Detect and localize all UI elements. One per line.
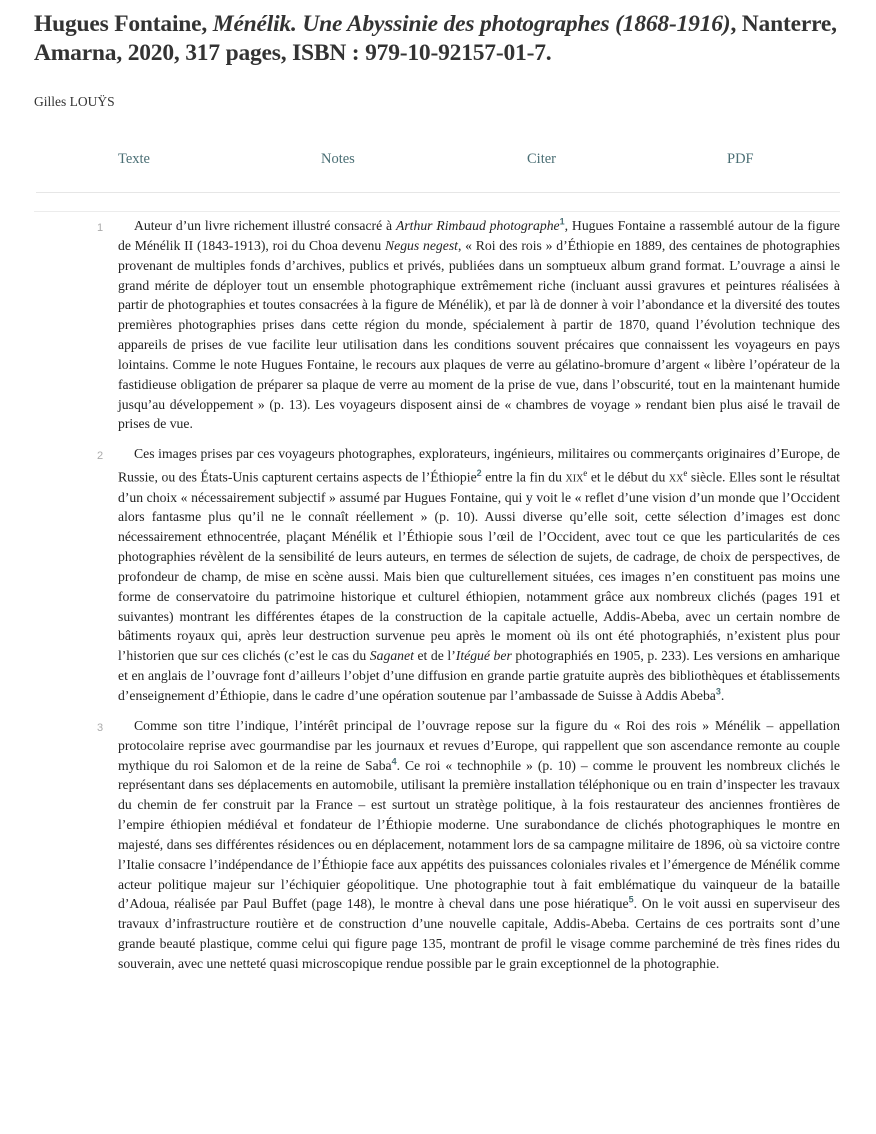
divider bbox=[34, 211, 840, 212]
footnote-ref[interactable]: 3 bbox=[715, 686, 721, 697]
italic-text: Negus negest bbox=[384, 237, 458, 253]
text-run: . On le voit aussi en superviseur des travaux d’infrastructure routière et de construction d’une nouvelle capitale, Addis-Abeba. Certains de ces portraits sont d’une grande beauté plastique, comme celui qui figure page 135, montrant de profil le visage comme parcheminé de très fines rides du souverain, avec une netteté quasi microscopique rendue possible par le grain exceptionnel de la photographie. bbox=[118, 896, 840, 971]
paragraph-text bbox=[118, 216, 840, 434]
small-caps-text: xix bbox=[565, 469, 584, 485]
text-run: Auteur d’un livre richement illustré consacré à bbox=[134, 218, 396, 233]
italic-text: Saganet bbox=[369, 648, 414, 664]
paragraph-text bbox=[118, 716, 840, 974]
text-run: Ces images prises par ces voyageurs photographes, explorateurs, ingénieurs, militaires ou commerçants originaires d’Europe, de Russie, ou des États-Unis capturent certains aspects de l’Éthiopie bbox=[118, 446, 840, 485]
text-run: . bbox=[720, 687, 725, 703]
paragraph-number: 2 bbox=[97, 450, 104, 463]
text-run: Comme son titre l’indique, l’intérêt principal de l’ouvrage repose sur la figure du « Roi des rois » Ménélik – appellation protocolaire reprise avec gourmandise par les journaux et revues d’Europe, qui rappellent que son ascendance remonte au couple mythique du roi Salomon et de la reine de Saba bbox=[118, 717, 840, 773]
paragraph bbox=[36, 444, 840, 706]
article-body bbox=[0, 216, 876, 974]
paragraph bbox=[36, 216, 840, 434]
title-part-1: Hugues Fontaine, bbox=[34, 11, 213, 37]
ordinal-superscript: e bbox=[683, 468, 688, 479]
text-run: et de l’ bbox=[413, 648, 456, 664]
ordinal-superscript: e bbox=[583, 468, 588, 479]
footnote-ref[interactable]: 2 bbox=[476, 468, 482, 479]
tab-texte[interactable]: Texte bbox=[118, 151, 150, 167]
text-run: , Hugues Fontaine a rassemblé autour de la figure de Ménélik II (1843-1913), roi du Choa devenu bbox=[118, 218, 841, 253]
paragraph-number: 1 bbox=[97, 222, 104, 234]
paragraph-text bbox=[118, 444, 840, 706]
footnote-ref[interactable]: 4 bbox=[391, 755, 397, 766]
small-caps-text: xx bbox=[668, 469, 684, 485]
author-name: Gilles LOUŸS bbox=[34, 94, 115, 109]
text-run: photographiés en 1905, p. 233). Les versions en amharique et en anglais de l’ouvrage font d’ailleurs l’objet d’une diffusion en grande partie gratuite auprès des bibliothèques et établissements d’enseignement d’Éthiopie, dans le cadre d’une opération soutenue par l’ambassade de Suisse à Addis Abeba bbox=[118, 648, 840, 703]
italic-text: Itégué ber bbox=[455, 648, 512, 664]
tab-citer[interactable]: Citer bbox=[527, 151, 556, 167]
text-run: siècle. Elles sont le résultat d’un choix « nécessairement subjectif » assumé par Hugues Fontaine, qui y voit le « reflet d’une vision d’un monde que l’Occident alors fantasme plus qu’il ne le connaît réellement » (p. 10). Aussi diverse qu’elle soit, cette sélection d’images est donc nécessairement ethnocentrée, plaçant Ménélik et l’Éthiopie sous l’œil de l’Occident, avec tout ce que les particularités de ces photographies révèlent de la sensibilité de leurs auteurs, en termes de sélection de sujets, de cadrage, de choix de perspectives, de profondeur de champ, de mise en scène aussi. Mais bien que culturellement situées, ces images n’en constituent pas moins une forme de conservatoire du patrimoine historique et culturel éthiopien, notamment grâce aux nombreux clichés (pages 191 et suivantes) montrant les différentes étapes de la construction de la capitale actuelle, Addis-Abeba, avec un certain nombre de bâtiments royaux qui, après leur destruction survenue peu après le moment où ils ont été photographiés, n’existent plus pour l’historien que sur ces clichés (c’est le cas du bbox=[118, 469, 840, 664]
footnote-ref[interactable]: 1 bbox=[559, 216, 565, 227]
text-run: entre la fin du bbox=[481, 469, 566, 485]
text-run: et le début du bbox=[587, 469, 669, 485]
footnote-ref[interactable]: 5 bbox=[628, 894, 634, 905]
text-run: . Ce roi « technophile » (p. 10) – comme le prouvent les nombreux clichés le représentant dans ses déplacements en automobile, utilisant la première installation téléphonique ou en train d’inspecter les travaux du chemin de fer construit par la France – est surtout un stratège politique, à la fois restaurateur des anciennes frontières de l’empire éthiopien médiéval et fondateur de l’Éthiopie moderne. Une surabondance de clichés photographiques le montre en majesté, dans ses différentes résidences ou en déplacement, notamment lors de sa campagne militaire de 1896, où sa victoire contre l’Italie consacre l’indépendance de l’Éthiopie face aux appétits des puissances coloniales rivales et l’émergence de Ménélik comme acteur politique majeur sur l’échiquier géopolitique. Une photographie tout à fait emblématique du vainqueur de la bataille d’Adoua, réalisée par Paul Buffet (page 148), le montre à cheval dans une pose hiératique bbox=[118, 757, 840, 912]
article-header bbox=[0, 0, 876, 110]
article-title bbox=[34, 10, 842, 68]
text-run: , « Roi des rois » d’Éthiopie en 1889, des centaines de photographies provenant de multiples fonds d’archives, publics et privés, publiées dans un somptueux album grand format. L’ouvrage a ainsi le grand mérite de déployer tout un ensemble photographique extrêmement riche (incluant aussi gravures et peintures réalisées à partir de photographies et toutes consacrées à la figure de Ménélik), et par là de donner à voir l’abondance et la diversité des toutes premières photographies prises dans cette région du monde, spécialement à partir de 1870, quand l’évolution technique des appareils de prises de vue facilite leur utilisation dans les conditions souvent précaires que connaissent les voyageurs en pays lointains. Comme le note Hugues Fontaine, le recours aux plaques de verre au gélatino-bromure d’argent « libère l’opérateur de la fastidieuse obligation de préparer sa plaque de verre au moment de la prise de vue, dans l’obscurité, tout en la maintenant humide jusqu’au développement » (p. 13). Les voyageurs disposent ainsi de « chambres de voyage » rendant bien plus aisé le travail de prises de vue. bbox=[118, 237, 840, 432]
title-part-3: , Nanterre, Amarna, 2020, 317 pages, ISBN : 979-10-92157-01-7. bbox=[34, 11, 837, 66]
tab-pdf[interactable]: PDF bbox=[727, 151, 754, 167]
paragraph-number: 3 bbox=[97, 721, 104, 734]
italic-text: Arthur Rimbaud photographe bbox=[395, 218, 560, 233]
article-tabs bbox=[36, 148, 840, 193]
paragraph bbox=[36, 716, 840, 974]
title-book-name: Ménélik. Une Abyssinie des photographes (1868-1916) bbox=[212, 11, 731, 37]
tab-notes[interactable]: Notes bbox=[321, 151, 355, 167]
